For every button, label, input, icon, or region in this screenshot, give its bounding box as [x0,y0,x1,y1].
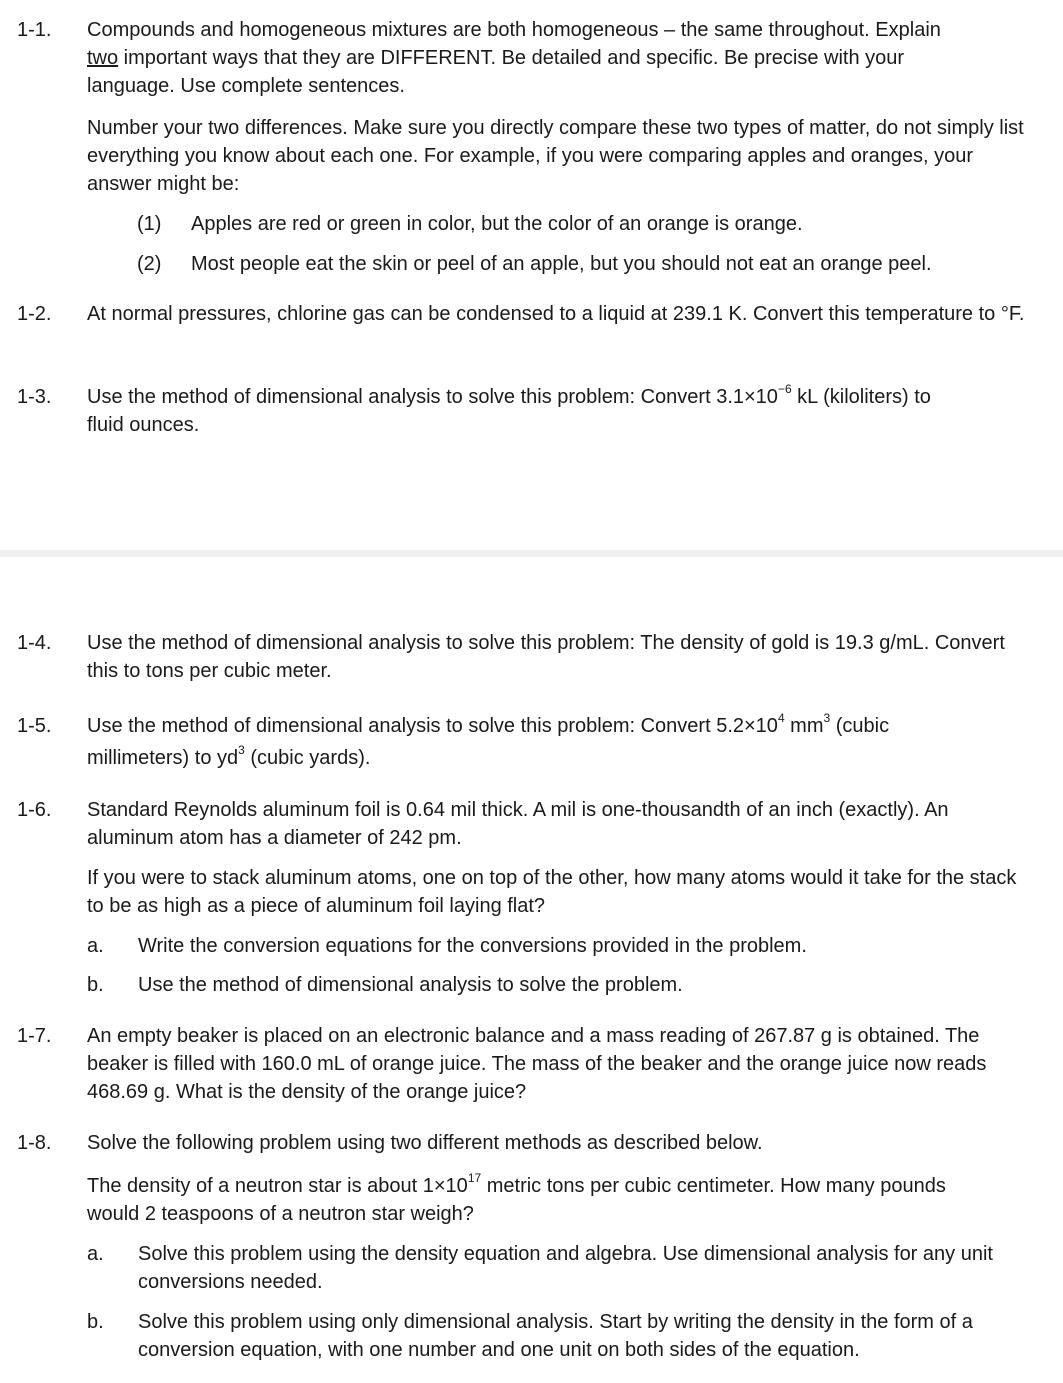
problem-number: 1-6. [17,799,52,821]
problem-number: 1-3. [17,386,52,408]
part-label: a. [87,935,104,957]
problem-line: The density of a neutron star is about $1\times 10^{17}$ metric tons per cubic centimeter. How many pounds [87,1171,946,1197]
problem-text [87,1172,1037,1228]
problem-line: millimeters) to $yd^3$ (cubic yards). [87,743,371,769]
problem-line: Compounds and homogeneous mixtures are both homogeneous – the same throughout. Explain [87,19,941,41]
part-label: a. [87,1243,104,1265]
example-label: (2) [137,253,162,275]
problem-number: 1-5. [17,715,52,737]
problem-text: An empty beaker is placed on an electronic balance and a mass reading of 267.87 g is obtained. The beaker is filled with 160.0 mL of orange juice. The mass of the beaker and the orange juice now reads 468.69 g. What is the density of the orange juice? [87,1025,987,1103]
problem-line: language. Use complete sentences. [87,75,405,97]
part-text: Solve this problem using only dimensional analysis. Start by writing the density in the form of a conversion equation, with one number and one unit on both sides of the equation. [138,1311,973,1361]
problem-number: 1-2. [17,303,52,325]
problem-text [87,16,1037,100]
problem-line: fluid ounces. [87,414,200,436]
exponent: 17 [467,1171,482,1186]
problem-text: Use the method of dimensional analysis to solve this problem: The density of gold is 19.3 g/mL. Convert this to tons per cubic meter. [87,632,1005,682]
problem-number: 1-7. [17,1025,52,1047]
part-label: b. [87,1311,104,1333]
part-text: Write the conversion equations for the conversions provided in the problem. [138,935,807,957]
problem-line: Use the method of dimensional analysis to solve this problem: Convert $3.1\times 10^{-6}$ kL (kiloliters) to [87,382,931,408]
worksheet-page-1 [0,0,1063,550]
problem-line: two important ways that they are DIFFERENT. Be detailed and specific. Be precise with your [87,47,905,69]
problem-text: At normal pressures, chlorine gas can be condensed to a liquid at 239.1 K. Convert this temperature to °F. [87,303,1025,325]
problem-line: would 2 teaspoons of a neutron star weigh? [87,1203,474,1225]
exponent: 4 [777,711,785,726]
problem-instructions: Number your two differences. Make sure you directly compare these two types of matter, do not simply list everything you know about each one. For example, if you were comparing apples and oranges, your answer might be: [87,117,1024,195]
problem-intro: Solve the following problem using two different methods as described below. [87,1132,763,1154]
problem-text: Standard Reynolds aluminum foil is 0.64 mil thick. A mil is one-thousandth of an inch (exactly). An aluminum atom has a diameter of 242 pm. [87,799,949,849]
problem-number: 1-4. [17,632,52,654]
part-text: Use the method of dimensional analysis to solve the problem. [138,974,683,996]
exponent: −6 [777,382,792,397]
problem-text [87,383,1037,439]
problem-number: 1-8. [17,1132,52,1154]
underlined-word: two [87,47,119,69]
example-label: (1) [137,213,162,235]
page-divider [0,550,1063,557]
part-text: Solve this problem using the density equation and algebra. Use dimensional analysis for any unit conversions needed. [138,1243,993,1293]
worksheet-page-2 [0,557,1063,1383]
example-text: Most people eat the skin or peel of an apple, but you should not eat an orange peel. [191,253,932,275]
problem-question: If you were to stack aluminum atoms, one on top of the other, how many atoms would it take for the stack to be as high as a piece of aluminum foil laying flat? [87,867,1017,917]
problem-line: Use the method of dimensional analysis to solve this problem: Convert $5.2\times 10^4$ $mm^3$ (cubic [87,711,890,737]
example-text: Apples are red or green in color, but the color of an orange is orange. [191,213,803,235]
problem-text [87,712,1037,772]
problem-number: 1-1. [17,19,52,41]
exponent: 3 [238,743,245,758]
part-label: b. [87,974,104,996]
exponent: 3 [823,711,831,726]
